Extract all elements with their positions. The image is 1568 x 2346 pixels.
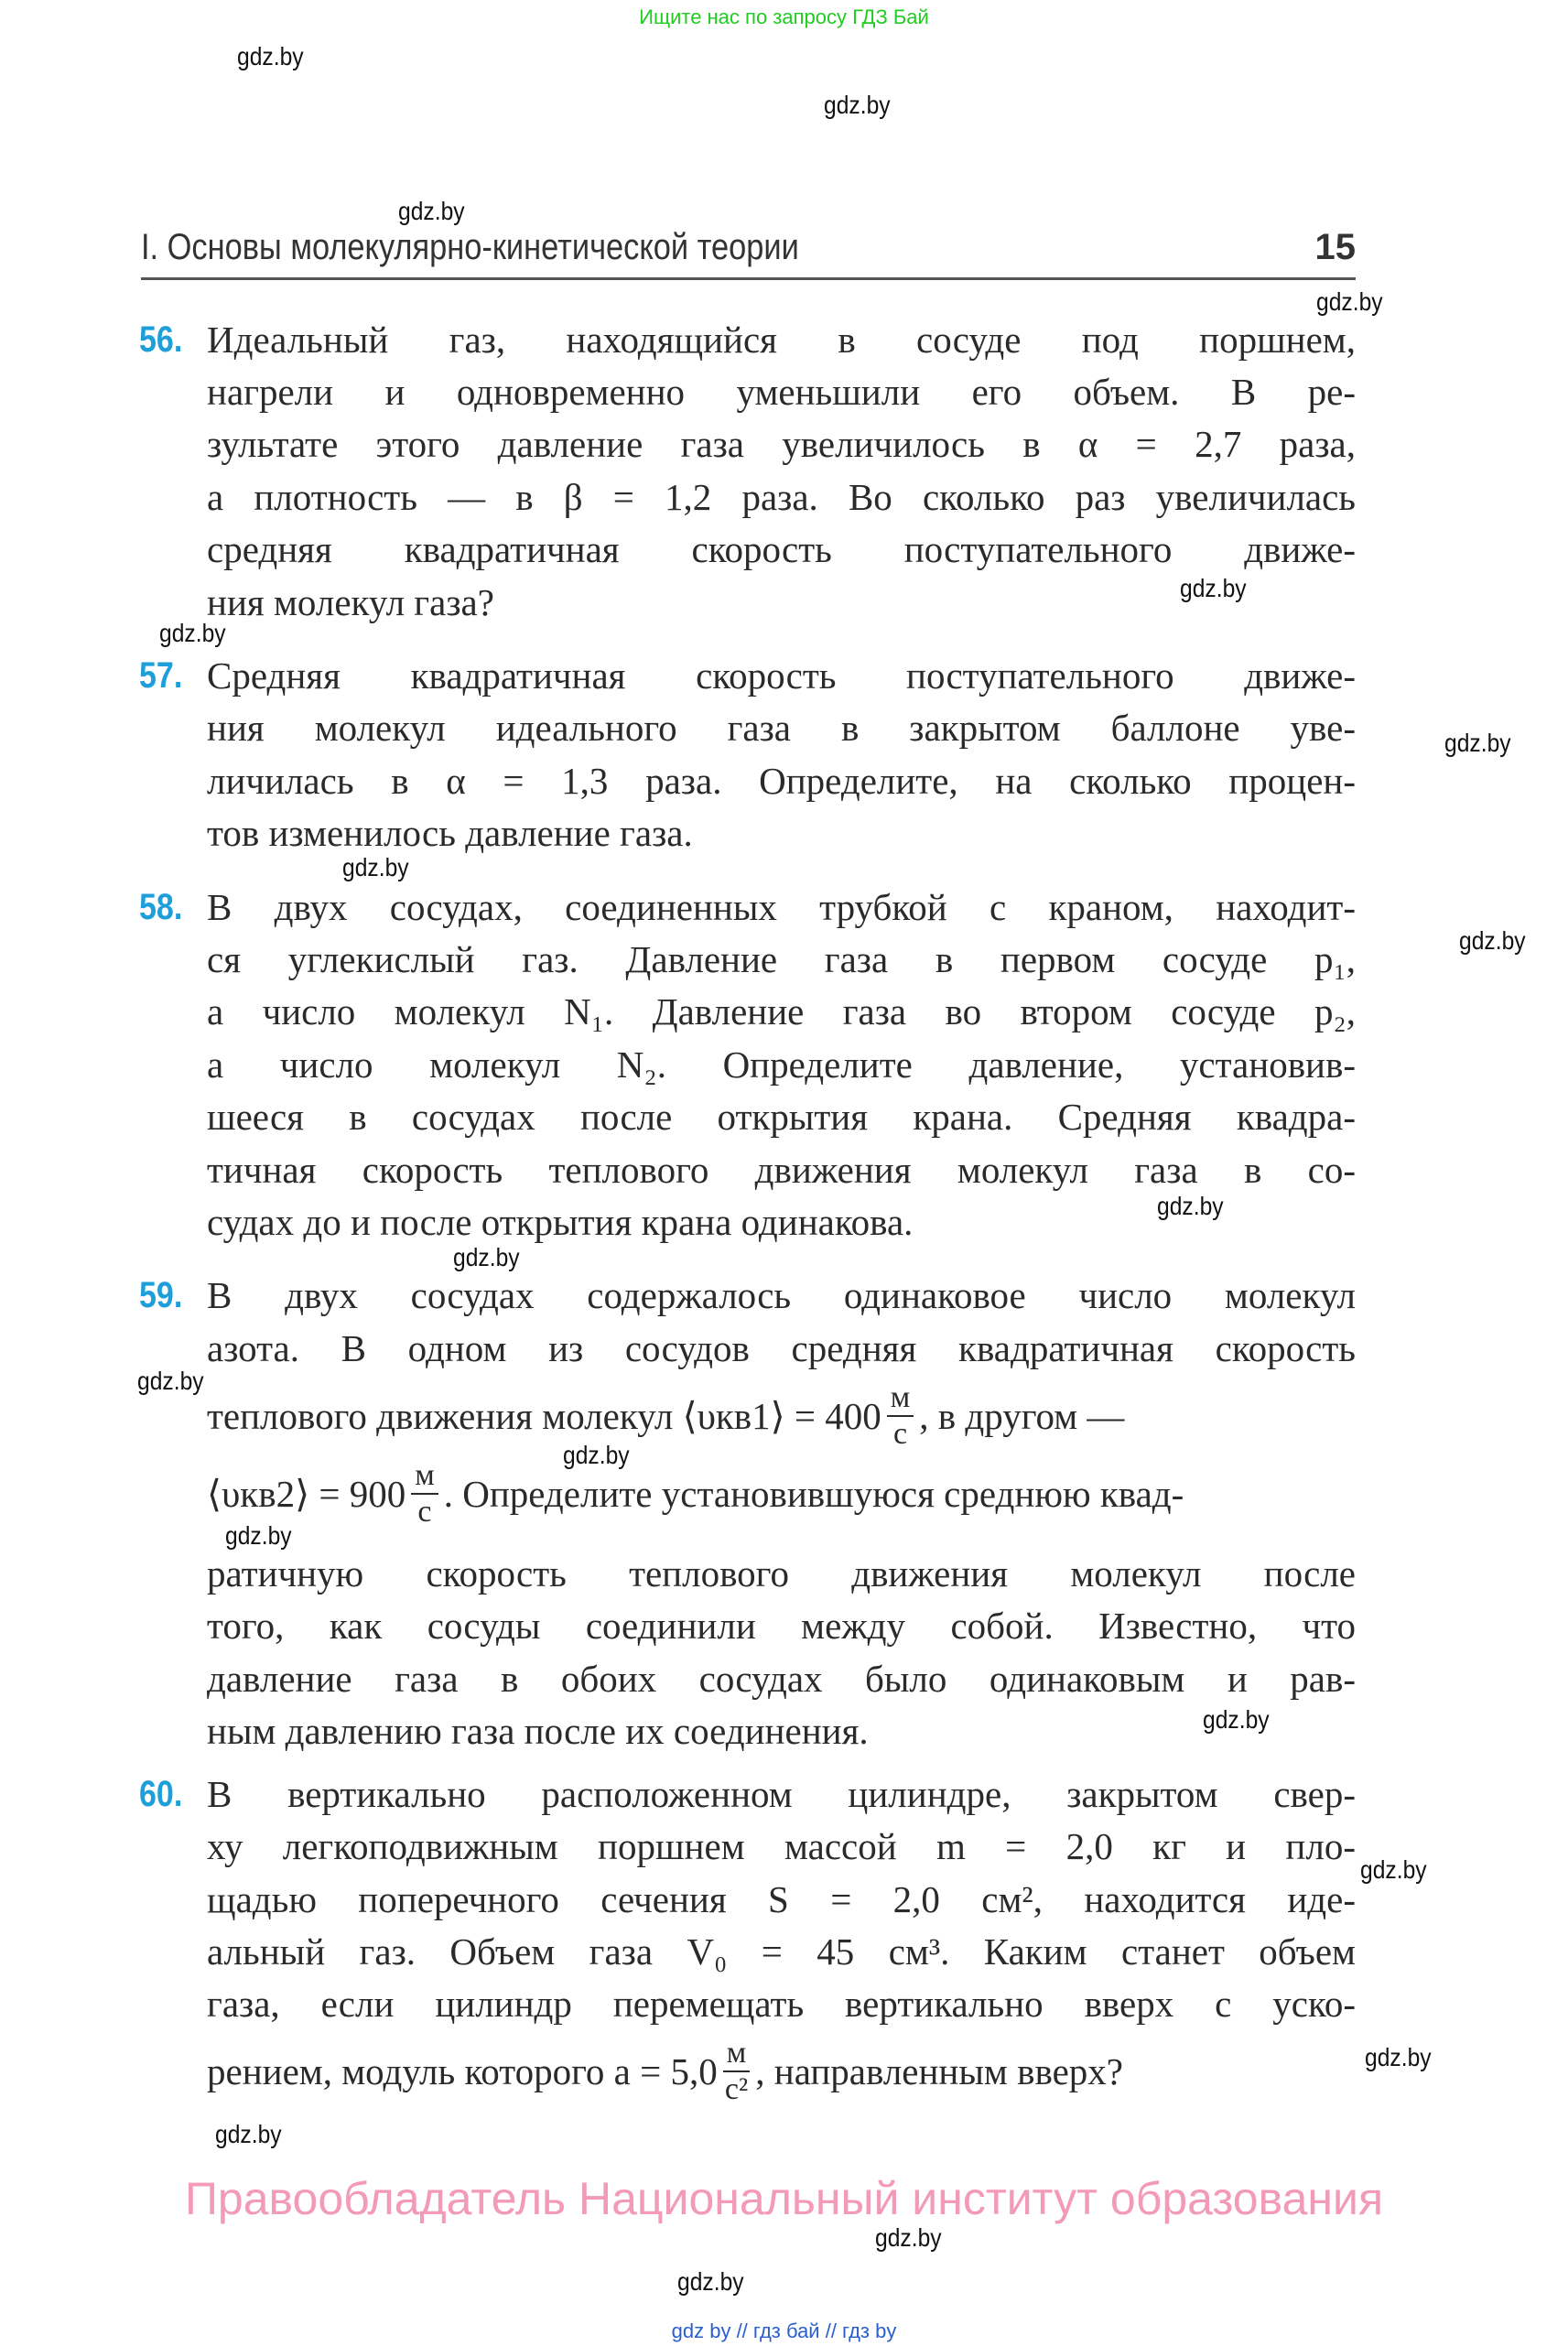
watermark: gdz.by xyxy=(342,853,409,881)
problem-text-line xyxy=(207,1458,1184,1530)
problem-text-line: газа, если цилиндр перемещать вертикально вверх с уско- xyxy=(207,1983,1356,2026)
problem-text-line: а число молекул N₁. Давление газа во втором сосуде p₂, xyxy=(207,990,1356,1033)
unit-fraction: $\frac{м}{с}$ xyxy=(411,1458,438,1530)
watermark: gdz.by xyxy=(1157,1192,1224,1220)
watermark: gdz.by xyxy=(563,1441,630,1469)
watermark: gdz.by xyxy=(1365,2043,1432,2071)
watermark: gdz.by xyxy=(215,2120,282,2148)
header-rule xyxy=(141,277,1356,280)
watermark: gdz.by xyxy=(824,91,891,119)
problem-text-line: а плотность — в β = 1,2 раза. Во сколько раз увеличилась xyxy=(207,475,1356,518)
problem-text-line: ным давлению газа после их соединения. xyxy=(207,1709,869,1752)
problem-text-line: В двух сосудах содержалось одинаковое число молекул xyxy=(207,1274,1356,1317)
problem-text-line: личилась в α = 1,3 раза. Определите, на сколько процен- xyxy=(207,759,1356,802)
watermark: gdz.by xyxy=(1459,926,1526,955)
problem-text-line: щадью поперечного сечения S = 2,0 см², находится иде- xyxy=(207,1877,1356,1920)
watermark: gdz.by xyxy=(225,1521,292,1550)
watermark: gdz.by xyxy=(137,1367,204,1395)
problem-text-line: Идеальный газ, находящийся в сосуде под поршнем, xyxy=(207,318,1356,361)
unit-fraction: $\frac{м}{\text{с²}}$ xyxy=(723,2036,751,2107)
watermark: gdz.by xyxy=(237,42,304,70)
problem-text-line: зультате этого давление газа увеличилось в α = 2,7 раза, xyxy=(207,423,1356,466)
text-segment: , направленным вверх? xyxy=(755,2050,1123,2093)
problem-text-line: тов изменилось давление газа. xyxy=(207,812,693,855)
problem-text-line: Средняя квадратичная скорость поступательного движе- xyxy=(207,654,1356,697)
copyright-notice: Правообладатель Национальный институт образования xyxy=(184,2173,1384,2224)
problem-text-line: альный газ. Объем газа V₀ = 45 см³. Каким станет объем xyxy=(207,1930,1356,1973)
problem-text-line xyxy=(207,2036,1123,2107)
problem-text-line: ху легкоподвижным поршнем массой m = 2,0 кг и пло- xyxy=(207,1825,1356,1868)
problem-text-line: давление газа в обоих сосудах было одинаковым и рав- xyxy=(207,1657,1356,1700)
watermark: gdz.by xyxy=(453,1243,520,1271)
watermark: gdz.by xyxy=(677,2267,744,2296)
problem-text-line: ния молекул газа? xyxy=(207,580,494,623)
problem-text-line: а число молекул N₂. Определите давление, установив- xyxy=(207,1043,1356,1086)
footer-links[interactable]: gdz by // гдз бай // гдз by xyxy=(671,2319,897,2342)
problem-text-line: судах до и после открытия крана одинакова. xyxy=(207,1200,914,1243)
problem-text-line: В двух сосудах, соединенных трубкой с краном, находит- xyxy=(207,885,1356,928)
problem-text-line: средняя квадратичная скорость поступательного движе- xyxy=(207,528,1356,571)
search-hint: Ищите нас по запросу ГДЗ Бай xyxy=(639,5,929,28)
problem-text-line: ратичную скорость теплового движения молекул после xyxy=(207,1551,1356,1595)
watermark: gdz.by xyxy=(875,2223,942,2252)
problem-text-line: тичная скорость теплового движения молекул газа в со- xyxy=(207,1148,1356,1191)
text-segment: теплового движения молекул ⟨υкв1⟩ = 400 xyxy=(207,1394,881,1437)
problem-text-line: шееся в сосудах после открытия крана. Средняя квадра- xyxy=(207,1096,1356,1139)
problem-text-line xyxy=(207,1380,1124,1452)
problem-number: 56. xyxy=(139,319,183,360)
text-segment: . Определите установившуюся среднюю квад- xyxy=(443,1472,1184,1515)
watermark: gdz.by xyxy=(1316,287,1383,316)
watermark: gdz.by xyxy=(159,619,226,647)
watermark: gdz.by xyxy=(398,197,465,225)
problem-text-line: того, как сосуды соединили между собой. Известно, что xyxy=(207,1605,1356,1648)
text-segment: рением, модуль которого a = 5,0 xyxy=(207,2050,718,2093)
watermark: gdz.by xyxy=(1180,574,1247,602)
unit-fraction: $\frac{м}{с}$ xyxy=(887,1380,914,1452)
problem-text-line: В вертикально расположенном цилиндре, закрытом свер- xyxy=(207,1772,1356,1815)
problem-text-line: нагрели и одновременно уменьшили его объем. В ре- xyxy=(207,371,1356,414)
problem-text-line: ся углекислый газ. Давление газа в первом сосуде p₁, xyxy=(207,937,1356,980)
page-number: 15 xyxy=(1314,227,1356,267)
problem-text-line: азота. В одном из сосудов средняя квадратичная скорость xyxy=(207,1326,1356,1369)
problem-number: 59. xyxy=(139,1275,183,1316)
problem-number: 57. xyxy=(139,655,183,696)
watermark: gdz.by xyxy=(1203,1705,1270,1734)
chapter-title: I. Основы молекулярно-кинетической теории xyxy=(141,227,799,267)
watermark: gdz.by xyxy=(1444,729,1511,757)
problem-number: 58. xyxy=(139,886,183,927)
text-segment: ⟨υкв2⟩ = 900 xyxy=(207,1472,406,1515)
watermark: gdz.by xyxy=(1360,1855,1427,1884)
text-segment: , в другом — xyxy=(919,1394,1125,1437)
problem-number: 60. xyxy=(139,1773,183,1814)
problem-text-line: ния молекул идеального газа в закрытом баллоне уве- xyxy=(207,707,1356,750)
